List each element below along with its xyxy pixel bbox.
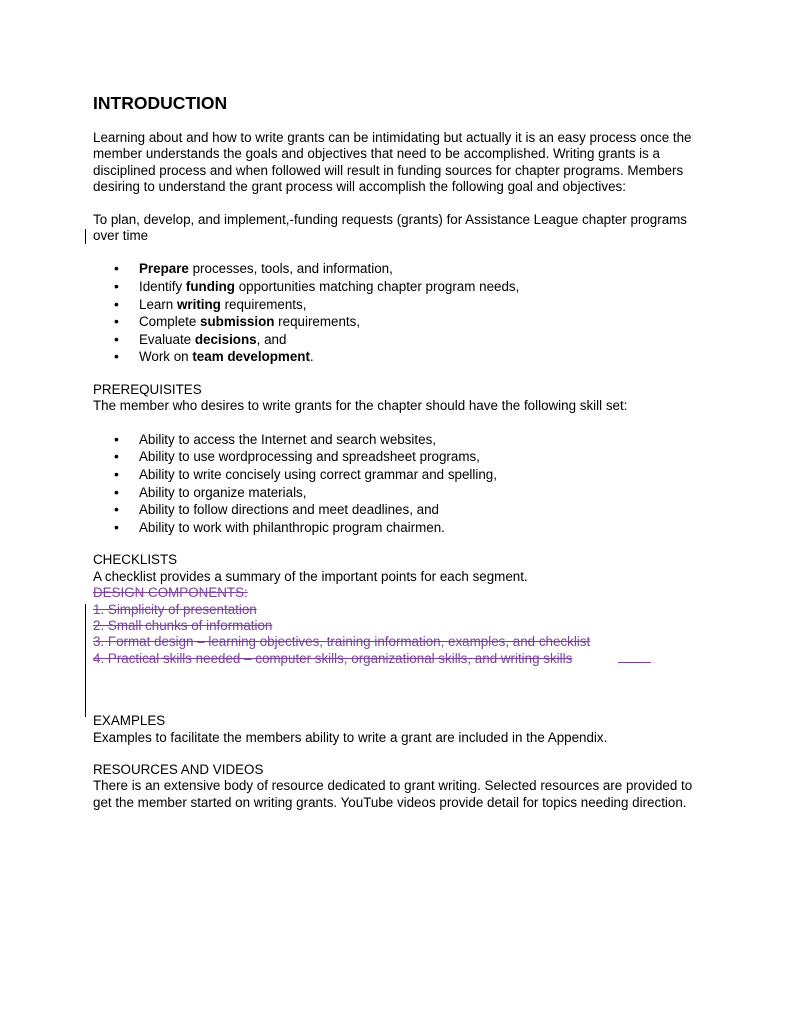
goal-statement [93, 212, 703, 245]
resources-text: There is an extensive body of resource dedicated to grant writing. Selected resources are provided to get the member started on writing grants. YouTube videos provide detail for topics needing direction. [93, 778, 693, 810]
goal-tracked-mark: , [285, 211, 290, 227]
list-item: • Ability to organize materials, [93, 484, 703, 502]
goal-text-before: To plan, develop, and implement [93, 211, 286, 227]
checklists-heading: CHECKLISTS [93, 552, 178, 568]
list-item: • Ability to access the Internet and search websites, [93, 431, 703, 449]
prerequisites-list [93, 431, 703, 537]
intro-paragraph: Learning about and how to write grants can be intimidating but actually it is an easy process once the member understands the goals and objectives that need to be accomplished. Writing grants is a disciplined process and when followed will result in funding sources for chapter programs. Members desiring to understand the grant process will accomplish the following goal and objectives: [93, 130, 692, 195]
list-item: • Work on team development. [93, 348, 703, 366]
list-item: • Evaluate decisions, and [93, 331, 703, 349]
list-item: • Ability to work with philanthropic program chairmen. [93, 519, 703, 537]
objectives-list [93, 260, 703, 366]
change-bar [85, 604, 86, 717]
deleted-line: DESIGN COMPONENTS: [93, 585, 248, 601]
deleted-line: 1. Simplicity of presentation [93, 601, 257, 617]
checklists-text: A checklist provides a summary of the important points for each segment. [93, 568, 528, 584]
deleted-line: 2. Small chunks of information [93, 618, 273, 633]
list-item: • Ability to write concisely using correct grammar and spelling, [93, 466, 703, 484]
page-title: INTRODUCTION [93, 93, 228, 113]
prerequisites-heading: PREREQUISITES [93, 382, 202, 397]
goal-text-after: -funding requests (grants) for Assistance League chapter programs over time [93, 211, 687, 244]
list-item: • Learn writing requirements, [93, 296, 703, 314]
deleted-line: 3. Format design – learning objectives, training information, examples, and checklist [93, 634, 591, 650]
list-item: • Prepare processes, tools, and information, [93, 260, 703, 278]
deleted-design-components [93, 585, 703, 667]
document-body [93, 93, 703, 811]
prerequisites-text: The member who desires to write grants for the chapter should have the following skill set: [93, 398, 628, 414]
list-item: • Identify funding opportunities matching chapter program needs, [93, 278, 703, 296]
list-item: • Ability to use wordprocessing and spreadsheet programs, [93, 448, 703, 466]
examples-text: Examples to facilitate the members ability to write a grant are included in the Appendix. [93, 729, 608, 745]
resources-heading: RESOURCES AND VIDEOS [93, 762, 264, 778]
list-item: • Complete submission requirements, [93, 313, 703, 331]
list-item: • Ability to follow directions and meet deadlines, and [93, 501, 703, 519]
change-bar [85, 229, 86, 244]
examples-heading: EXAMPLES [93, 713, 166, 729]
deleted-line: 4. Practical skills needed – computer skills, organizational skills, and writing skills [93, 650, 573, 666]
